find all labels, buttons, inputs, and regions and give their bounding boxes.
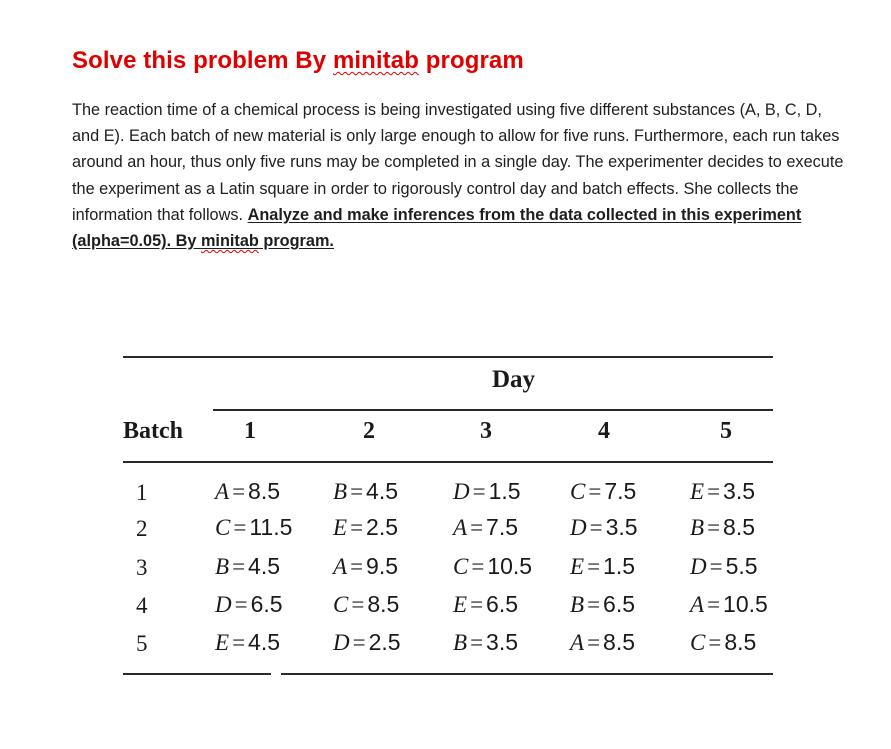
table-cell: [333, 629, 401, 656]
day-column-header: 4: [598, 418, 610, 444]
treatment-letter: A: [453, 515, 468, 540]
table-cell: [453, 591, 518, 618]
reaction-time-value: 9.5: [366, 553, 399, 579]
treatment-letter: C: [690, 630, 706, 655]
treatment-letter: D: [333, 630, 350, 655]
treatment-letter: D: [570, 515, 587, 540]
equals-sign: =: [350, 554, 364, 579]
header-bottom-rule: [123, 461, 773, 463]
table-bottom-rule-left: [123, 673, 271, 675]
equals-sign: =: [234, 592, 248, 617]
batch-number: 5: [136, 631, 148, 656]
treatment-letter: A: [333, 554, 348, 579]
table-cell: [570, 553, 635, 580]
equals-sign: =: [472, 479, 486, 504]
problem-title: Solve this problem By minitab program: [72, 47, 524, 74]
equals-sign: =: [470, 515, 484, 540]
day-column-header: 1: [244, 418, 256, 444]
batch-number: 2: [136, 516, 148, 541]
reaction-time-value: 10.5: [723, 591, 768, 617]
reaction-time-value: 8.5: [248, 478, 281, 504]
spellcheck-word: minitab: [200, 232, 259, 251]
treatment-letter: E: [333, 515, 348, 540]
treatment-letter: B: [453, 630, 468, 655]
task-instruction: Analyze and make inferences from the data collected in this experiment (alpha=0.05). By minitab program.: [72, 205, 802, 251]
day-column-header: 2: [363, 418, 375, 444]
table-cell: [215, 591, 283, 618]
equals-sign: =: [352, 630, 366, 655]
equals-sign: =: [709, 554, 723, 579]
equals-sign: =: [232, 554, 246, 579]
reaction-time-value: 7.5: [604, 478, 637, 504]
reaction-time-value: 1.5: [603, 553, 636, 579]
reaction-time-value: 8.5: [724, 629, 757, 655]
equals-sign: =: [707, 592, 721, 617]
equals-sign: =: [589, 515, 603, 540]
equals-sign: =: [350, 515, 364, 540]
reaction-time-value: 6.5: [250, 591, 283, 617]
reaction-time-value: 3.5: [486, 629, 519, 655]
treatment-letter: E: [570, 554, 585, 579]
reaction-time-value: 10.5: [487, 553, 533, 579]
treatment-letter: C: [453, 554, 469, 579]
equals-sign: =: [588, 479, 602, 504]
reaction-time-value: 3.5: [605, 514, 638, 540]
treatment-letter: D: [453, 479, 470, 504]
reaction-time-value: 6.5: [603, 591, 636, 617]
table-cell: [215, 478, 280, 505]
treatment-letter: E: [453, 592, 468, 617]
batch-number: 3: [136, 555, 148, 580]
treatment-letter: B: [570, 592, 585, 617]
equals-sign: =: [232, 630, 246, 655]
reaction-time-value: 1.5: [488, 478, 521, 504]
reaction-time-value: 3.5: [723, 478, 756, 504]
table-cell: [453, 629, 518, 656]
table-cell: [333, 591, 399, 618]
table-cell: [690, 553, 758, 580]
table-bottom-rule-right: [281, 673, 773, 675]
table-cell: [570, 514, 638, 541]
reaction-time-value: 8.5: [723, 514, 756, 540]
equals-sign: =: [471, 554, 485, 579]
reaction-time-value: 8.5: [367, 591, 400, 617]
equals-sign: =: [707, 479, 721, 504]
reaction-time-value: 8.5: [603, 629, 636, 655]
table-cell: [453, 514, 518, 541]
treatment-letter: A: [570, 630, 585, 655]
table-cell: [333, 478, 398, 505]
equals-sign: =: [232, 479, 246, 504]
batch-number: 1: [136, 480, 148, 505]
equals-sign: =: [470, 630, 484, 655]
equals-sign: =: [587, 630, 601, 655]
reaction-time-value: 6.5: [486, 591, 519, 617]
treatment-letter: E: [690, 479, 705, 504]
treatment-letter: A: [690, 592, 705, 617]
equals-sign: =: [587, 554, 601, 579]
treatment-letter: C: [333, 592, 349, 617]
table-cell: [215, 514, 292, 541]
reaction-time-value: 4.5: [366, 478, 399, 504]
treatment-letter: B: [215, 554, 230, 579]
table-cell: [570, 591, 635, 618]
table-cell: [453, 478, 521, 505]
table-cell: [215, 629, 280, 656]
equals-sign: =: [351, 592, 365, 617]
batch-number: 4: [136, 593, 148, 618]
reaction-time-value: 2.5: [368, 629, 401, 655]
equals-sign: =: [708, 630, 722, 655]
table-cell: [453, 553, 532, 580]
treatment-letter: D: [690, 554, 707, 579]
equals-sign: =: [707, 515, 721, 540]
day-column-header: 5: [720, 418, 732, 444]
treatment-letter: E: [215, 630, 230, 655]
table-cell: [690, 591, 768, 618]
day-underline-rule: [213, 409, 773, 411]
equals-sign: =: [587, 592, 601, 617]
reaction-time-value: 2.5: [366, 514, 399, 540]
reaction-time-value: 4.5: [248, 629, 281, 655]
table-cell: [570, 629, 635, 656]
reaction-time-value: 4.5: [248, 553, 281, 579]
treatment-letter: C: [570, 479, 586, 504]
equals-sign: =: [350, 479, 364, 504]
table-cell: [333, 553, 398, 580]
reaction-time-value: 5.5: [725, 553, 758, 579]
spellcheck-word: minitab: [332, 47, 419, 74]
treatment-letter: B: [333, 479, 348, 504]
treatment-letter: C: [215, 515, 231, 540]
treatment-letter: D: [215, 592, 232, 617]
table-cell: [690, 629, 756, 656]
table-cell: [570, 478, 636, 505]
table-cell: [215, 553, 280, 580]
table-top-rule: [123, 356, 773, 358]
equals-sign: =: [233, 515, 247, 540]
table-cell: [333, 514, 398, 541]
day-header: Day: [492, 366, 536, 393]
table-cell: [690, 514, 755, 541]
problem-description: The reaction time of a chemical process is being investigated using five different substances (A, B, C, D, and E). Each batch of new material is only large enough to allow for five runs. Furthermore, each run takes around an hour, thus only five runs may be completed in a single day. The experimenter decides to execute the experiment as a Latin square in order to rigorously control day and batch effects. She collects the information that follows. Analyze and make inferences from the data collected in this experiment (alpha=0.05). By minitab program.: [72, 101, 844, 251]
batch-header: Batch: [123, 418, 183, 444]
table-cell: [690, 478, 755, 505]
equals-sign: =: [470, 592, 484, 617]
day-column-header: 3: [480, 418, 492, 444]
reaction-time-value: 11.5: [249, 514, 293, 540]
treatment-letter: B: [690, 515, 705, 540]
reaction-time-value: 7.5: [486, 514, 519, 540]
treatment-letter: A: [215, 479, 230, 504]
